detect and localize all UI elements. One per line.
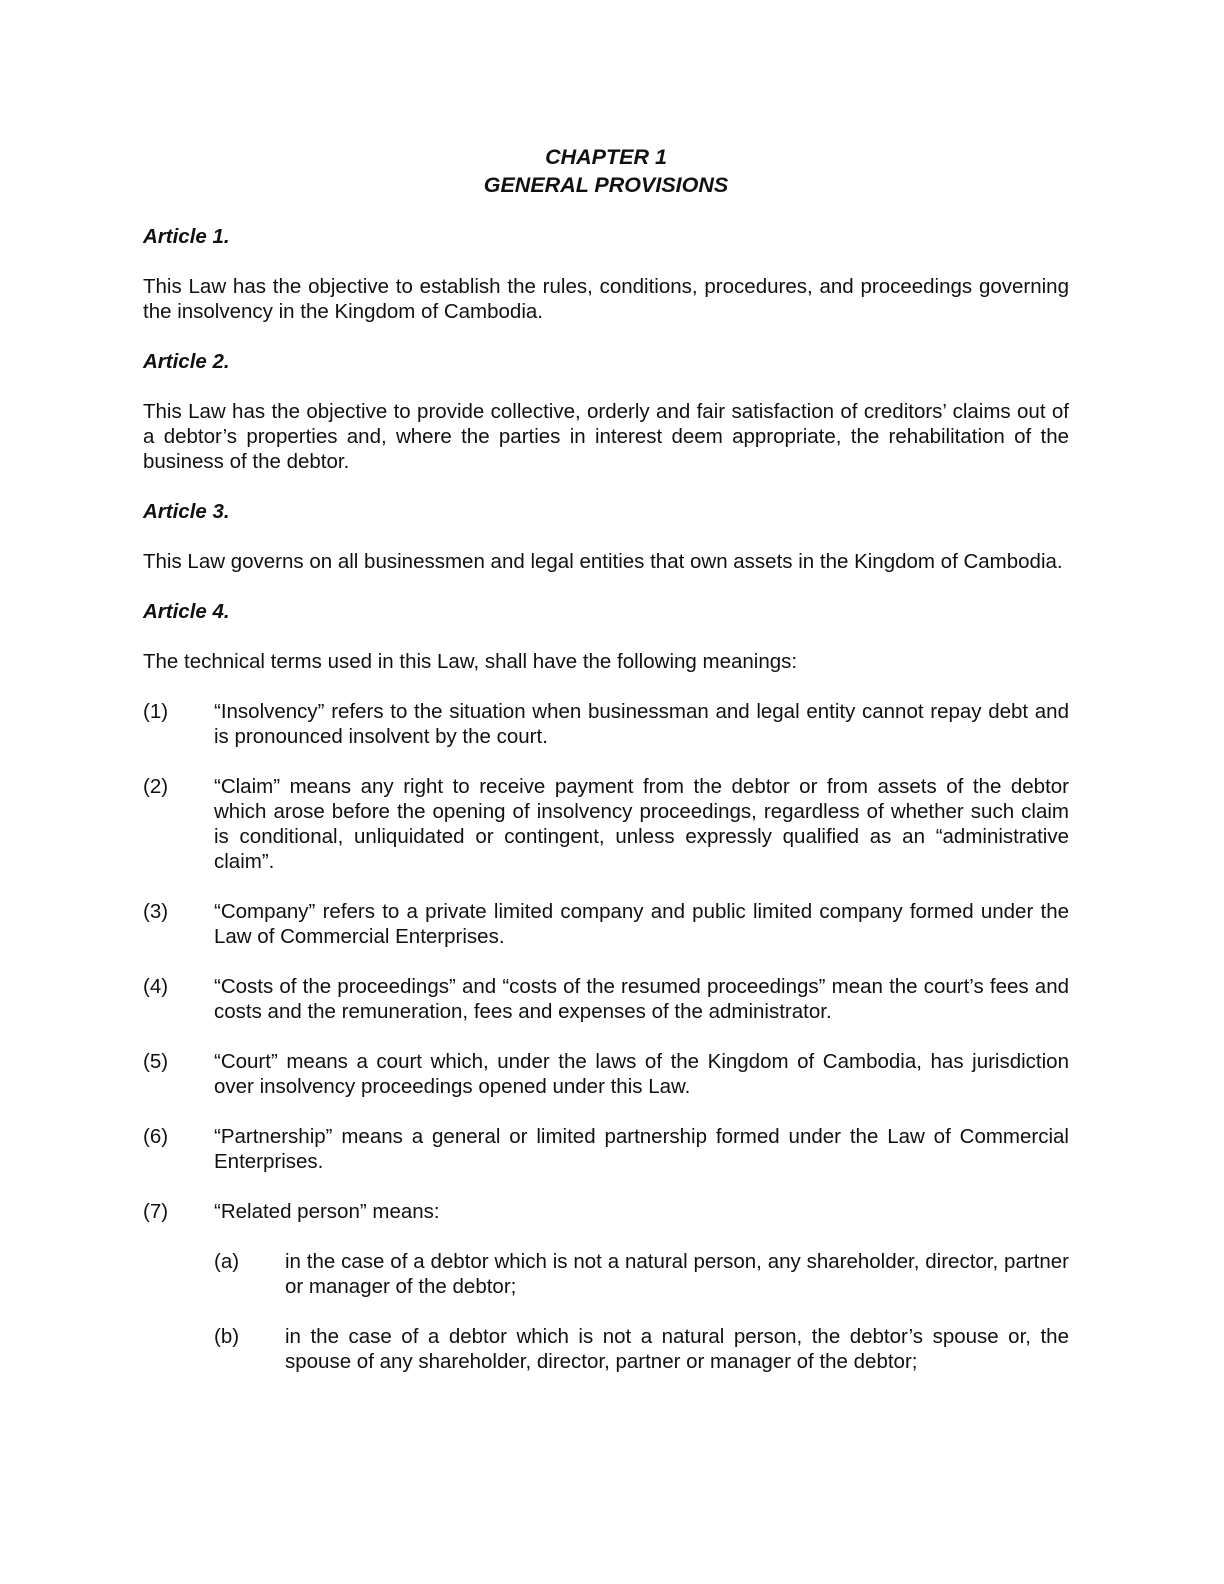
definition-number: (3) [143, 900, 169, 923]
definition-text: “Related person” means: [214, 1200, 440, 1223]
sub-item-letter: (b) [214, 1325, 240, 1348]
definition-item-3 [143, 899, 1069, 949]
definition-text: “Court” means a court which, under the laws of the Kingdom of Cambodia, has jurisdiction over insolvency proceedings opened under this Law. [214, 1050, 1069, 1098]
article-3-heading: Article 3. [143, 500, 230, 523]
definition-number: (5) [143, 1050, 169, 1073]
definition-item-2 [143, 774, 1069, 874]
article-2-text: This Law has the objective to provide collective, orderly and fair satisfaction of creditors’ claims out of a debtor’s properties and, where the parties in interest deem appropriate, the rehabilitation of the business of the debtor. [143, 400, 1069, 473]
definition-item-6 [143, 1124, 1069, 1174]
definition-number: (2) [143, 775, 169, 798]
document-page [143, 143, 1069, 1374]
definition-item-1 [143, 699, 1069, 749]
sub-item-text: in the case of a debtor which is not a natural person, any shareholder, director, partner or manager of the debtor; [285, 1250, 1069, 1298]
article-4-heading: Article 4. [143, 600, 230, 623]
definition-text: “Insolvency” refers to the situation when businessman and legal entity cannot repay debt and is pronounced insolvent by the court. [214, 700, 1069, 748]
sub-item-letter: (a) [214, 1250, 240, 1273]
article-2-heading: Article 2. [143, 350, 230, 373]
definition-number: (1) [143, 700, 169, 723]
definition-number: (6) [143, 1125, 169, 1148]
definition-text: “Partnership” means a general or limited partnership formed under the Law of Commercial Enterprises. [214, 1125, 1069, 1173]
article-4-text: The technical terms used in this Law, shall have the following meanings: [143, 650, 798, 673]
definition-text: “Claim” means any right to receive payment from the debtor or from assets of the debtor which arose before the opening of insolvency proceedings, regardless of whether such claim is conditional, unliquidated or contingent, unless expressly qualified as an “administrative claim”. [214, 775, 1069, 873]
article-1-heading: Article 1. [143, 225, 230, 248]
sub-item-text: in the case of a debtor which is not a natural person, the debtor’s spouse or, the spouse of any shareholder, director, partner or manager of the debtor; [285, 1325, 1069, 1373]
chapter-number: CHAPTER 1 [545, 145, 667, 169]
definition-text: “Company” refers to a private limited company and public limited company formed under the Law of Commercial Enterprises. [214, 900, 1069, 948]
article-3-text: This Law governs on all businessmen and legal entities that own assets in the Kingdom of Cambodia. [143, 550, 1063, 573]
definition-item-7 [143, 1199, 1069, 1224]
related-person-item-a [214, 1249, 1069, 1299]
definition-number: (4) [143, 975, 169, 998]
definition-item-4 [143, 974, 1069, 1024]
definition-number: (7) [143, 1200, 169, 1223]
definition-text: “Costs of the proceedings” and “costs of the resumed proceedings” mean the court’s fees and costs and the remuneration, fees and expenses of the administrator. [214, 975, 1069, 1023]
article-1-text: This Law has the objective to establish the rules, conditions, procedures, and proceedings governing the insolvency in the Kingdom of Cambodia. [143, 275, 1069, 323]
definition-item-5 [143, 1049, 1069, 1099]
chapter-title: GENERAL PROVISIONS [483, 173, 729, 197]
related-person-item-b [214, 1324, 1069, 1374]
